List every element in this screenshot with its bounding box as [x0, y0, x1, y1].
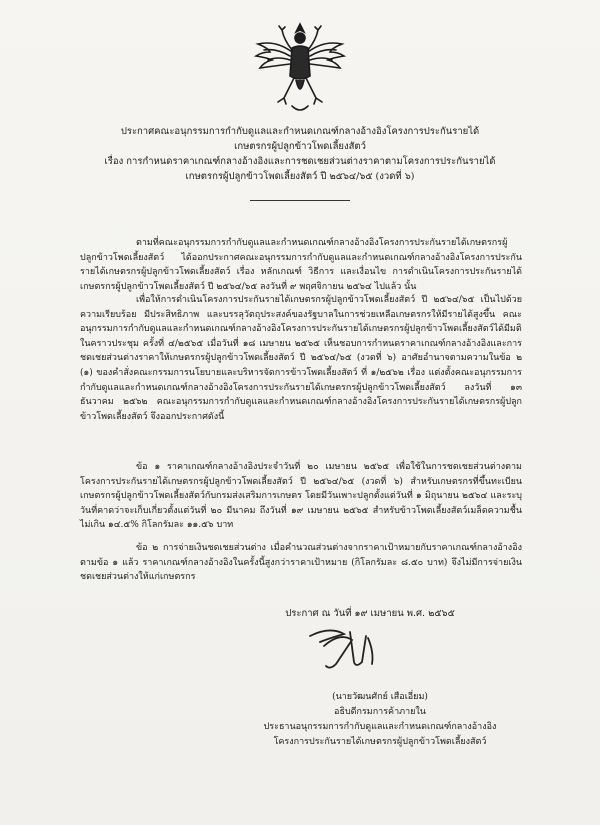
signer-name: (นายวัฒนศักย์ เสือเอี่ยม): [332, 692, 428, 702]
heading-line-4: เกษตรกรผู้ปลูกข้าวโพดเลี้ยงสัตว์ ปี ๒๕๖๔/๖๕ (งวดที่ ๖): [185, 171, 415, 182]
signature-block: [200, 690, 560, 750]
signer-role-line-2: โครงการประกันรายได้เกษตรกรผู้ปลูกข้าวโพดเลี้ยงสัตว์: [273, 737, 487, 747]
heading-divider: [250, 200, 350, 201]
handwritten-signature-icon: [300, 622, 390, 674]
signer-title: อธิบดีกรมการค้าภายใน: [334, 707, 426, 717]
announcement-date: ประกาศ ณ วันที่ ๑๙ เมษายน พ.ศ. ๒๕๖๕: [285, 608, 455, 619]
announcement-heading: [60, 124, 540, 184]
clause-2: [80, 541, 522, 585]
paragraph-2: [80, 293, 522, 424]
heading-line-2: เกษตรกรผู้ปลูกข้าวโพดเลี้ยงสัตว์: [234, 141, 366, 152]
clause-1-text: ข้อ ๑ ราคาเกณฑ์กลางอ้างอิงประจำวันที่ ๒๐ เมษายน ๒๕๖๕ เพื่อใช้ในการชดเชยส่วนต่างตามโครงการประกันรายได้เกษตรกรผู้ปลูกข้าวโพดเลี้ยงสัตว์ ปี ๒๕๖๔/๖๕ (งวดที่ ๖) สำหรับเกษตรกรที่ขึ้นทะเบียนเกษตรกรผู้ปลูกข้าวโพดเลี้ยงสัตว์กับกรมส่งเสริมการเกษตร โดยมีวันเพาะปลูกตั้งแต่วันที่ ๑ มิถุนายน ๒๕๖๔ และระบุวันที่คาดว่าจะเก็บเกี่ยวตั้งแต่วันที่ ๒๐ มีนาคม ถึงวันที่ ๑๙ เมษายน ๒๕๖๕ สำหรับข้าวโพดเลี้ยงสัตว์เมล็ดความชื้นไม่เกิน ๑๔.๕% กิโลกรัมละ ๑๑.๕๖ บาท: [80, 462, 522, 531]
signer-role-line-1: ประธานอนุกรรมการกำกับดูแลและกำหนดเกณฑ์กลางอ้างอิง: [263, 722, 497, 732]
clause-2-text: ข้อ ๒ การจ่ายเงินชดเชยส่วนต่าง เมื่อคำนวณส่วนต่างจากราคาเป้าหมายกับราคาเกณฑ์กลางอ้างอิงตามข้อ ๑ แล้ว ราคาเกณฑ์กลางอ้างอิงในครั้งนี้สูงกว่าราคาเป้าหมาย (กิโลกรัมละ ๘.๕๐ บาท) จึงไม่มีการจ่ายเงินชดเชยส่วนต่างให้แก่เกษตรกร: [80, 543, 522, 583]
paragraph-2-text: เพื่อให้การดำเนินโครงการประกันรายได้เกษตรกรผู้ปลูกข้าวโพดเลี้ยงสัตว์ ปี ๒๕๖๔/๖๕ เป็นไปด้วยความเรียบร้อย มีประสิทธิภาพ และบรรลุวัตถุประสงค์ของรัฐบาลในการช่วยเหลือเกษตรกรให้มีรายได้สูงขึ้น คณะอนุกรรมการกำกับดูแลและกำหนดเกณฑ์กลางอ้างอิงโครงการประกันรายได้เกษตรกรผู้ปลูกข้าวโพดเลี้ยงสัตว์ได้มีมติในคราวประชุม ครั้งที่ ๔/๒๕๖๕ เมื่อวันที่ ๑๘ เมษายน ๒๕๖๕ เห็นชอบการกำหนดราคาเกณฑ์กลางอ้างอิงและการชดเชยส่วนต่างราคาให้เกษตรกรผู้ปลูกข้าวโพดเลี้ยงสัตว์ ปี ๒๕๖๔/๖๕ (งวดที่ ๖) อาศัยอำนาจตามความในข้อ ๒ (๑) ของคำสั่งคณะกรรมการนโยบายและบริหารจัดการข้าวโพดเลี้ยงสัตว์ ที่ ๑/๒๕๖๒ เรื่อง แต่งตั้งคณะอนุกรรมการกำกับดูแลและกำหนดเกณฑ์กลางอ้างอิงโครงการประกันรายได้เกษตรกรผู้ปลูกข้าวโพดเลี้ยงสัตว์ ลงวันที่ ๑๓ ธันวาคม ๒๕๖๒ คณะอนุกรรมการกำกับดูแลและกำหนดเกณฑ์กลางอ้างอิงโครงการประกันรายได้เกษตรกรผู้ปลูกข้าวโพดเลี้ยงสัตว์ จึงออกประกาศดังนี้: [80, 295, 522, 422]
heading-line-1: ประกาศคณะอนุกรรมการกำกับดูแลและกำหนดเกณฑ์กลางอ้างอิงโครงการประกันรายได้: [120, 126, 480, 137]
paragraph-1-text: ตามที่คณะอนุกรรมการกำกับดูแลและกำหนดเกณฑ์กลางอ้างอิงโครงการประกันรายได้เกษตรกรผู้ปลูกข้าวโพดเลี้ยงสัตว์ ได้ออกประกาศคณะอนุกรรมการกำกับดูแลและกำหนดเกณฑ์กลางอ้างอิงโครงการประกันรายได้เกษตรกรผู้ปลูกข้าวโพดเลี้ยงสัตว์ เรื่อง หลักเกณฑ์ วิธีการ และเงื่อนไข การดำเนินโครงการประกันรายได้เกษตรกรผู้ปลูกข้าวโพดเลี้ยงสัตว์ ปี ๒๕๖๔/๖๕ ลงวันที่ ๙ พฤศจิกายน ๒๕๖๔ ไปแล้ว นั้น: [80, 238, 522, 292]
clause-1: [80, 460, 522, 533]
paragraph-1: [80, 236, 522, 294]
garuda-emblem-icon: [252, 18, 348, 118]
heading-line-3: เรื่อง การกำหนดราคาเกณฑ์กลางอ้างอิงและการชดเชยส่วนต่างราคาตามโครงการประกันรายได้: [104, 156, 496, 167]
